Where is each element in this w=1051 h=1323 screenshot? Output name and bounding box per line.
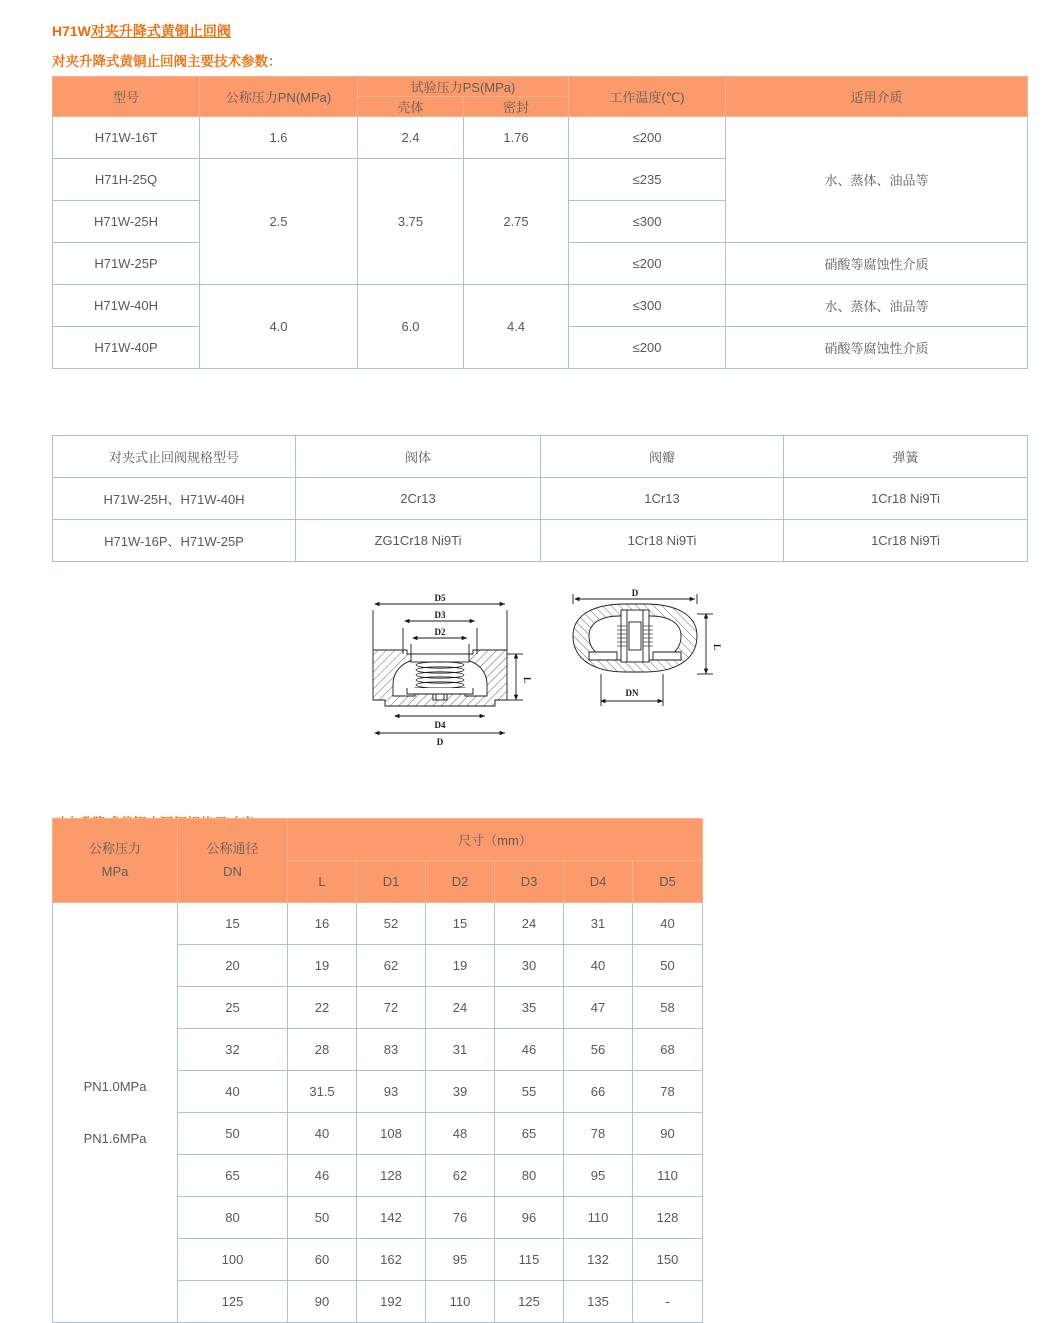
cell-dn: 50: [178, 1113, 288, 1155]
cell-D2: 31: [426, 1029, 495, 1071]
cell-D2: 19: [426, 945, 495, 987]
cell-D2: 76: [426, 1197, 495, 1239]
cell-D3: 115: [495, 1239, 564, 1281]
specs-table: [52, 76, 1028, 369]
cell-temp: ≤235: [569, 159, 726, 201]
cell-D4: 31: [564, 903, 633, 945]
col-header-L: L: [288, 861, 357, 903]
cell-D1: 142: [357, 1197, 426, 1239]
col-header-size-group: 尺寸（mm）: [288, 819, 703, 861]
cell-model: H71W-25P: [53, 243, 200, 285]
cell-nominal-pressure: [53, 903, 178, 1323]
dim-label-d3: D3: [434, 610, 446, 620]
col-header-spec-model: 对夹式止回阀规格型号: [53, 436, 296, 478]
cell-temp: ≤300: [569, 285, 726, 327]
dimensions-table: [52, 818, 703, 1323]
cell-seal: 2.75: [464, 159, 569, 285]
cell-disc: 1Cr18 Ni9Ti: [541, 520, 784, 562]
dim-label-l: L: [522, 676, 532, 684]
cell-D2: 95: [426, 1239, 495, 1281]
dim-label-d2: D2: [434, 627, 446, 637]
cell-pn: 2.5: [200, 159, 358, 285]
col-header-seal: 密封: [464, 97, 569, 117]
cell-D2: 24: [426, 987, 495, 1029]
cell-D1: 192: [357, 1281, 426, 1323]
cell-L: 22: [288, 987, 357, 1029]
pressure-value-1: PN1.0MPa: [83, 1078, 147, 1094]
cell-D3: 24: [495, 903, 564, 945]
dim-label-d-right: D: [631, 588, 639, 598]
cell-D3: 55: [495, 1071, 564, 1113]
cell-D5: 50: [633, 945, 703, 987]
col-header-nominal-pressure: [53, 819, 178, 903]
cell-spring: 1Cr18 Ni9Ti: [784, 520, 1028, 562]
cell-model: H71H-25Q: [53, 159, 200, 201]
cell-D3: 125: [495, 1281, 564, 1323]
cell-spring: 1Cr18 Ni9Ti: [784, 478, 1028, 520]
cell-spec-model: H71W-16P、H71W-25P: [53, 520, 296, 562]
cell-D2: 48: [426, 1113, 495, 1155]
cell-L: 19: [288, 945, 357, 987]
col-header-shell: 壳体: [358, 97, 464, 117]
cell-dn: 65: [178, 1155, 288, 1197]
cell-medium: 硝酸等腐蚀性介质: [726, 327, 1028, 369]
cell-dn: 25: [178, 987, 288, 1029]
col-header-bore-line2: DN: [223, 863, 242, 879]
cell-D4: 40: [564, 945, 633, 987]
cell-shell: 3.75: [358, 159, 464, 285]
cell-D2: 62: [426, 1155, 495, 1197]
cell-seal: 1.76: [464, 117, 569, 159]
cell-L: 28: [288, 1029, 357, 1071]
cell-medium: 水、蒸体、油品等: [726, 117, 1028, 243]
cell-D1: 128: [357, 1155, 426, 1197]
col-header-nominal-bore: [178, 819, 288, 903]
col-header-medium: 适用介质: [726, 77, 1028, 117]
table-row: [53, 285, 1028, 327]
cell-D3: 96: [495, 1197, 564, 1239]
cell-D5: -: [633, 1281, 703, 1323]
cell-spec-model: H71W-25H、H71W-40H: [53, 478, 296, 520]
cell-model: H71W-16T: [53, 117, 200, 159]
col-header-spring: 弹簧: [784, 436, 1028, 478]
col-header-pressure-line2: MPa: [101, 863, 129, 879]
table-row: [53, 478, 1028, 520]
cell-D1: 83: [357, 1029, 426, 1071]
cell-model: H71W-25H: [53, 201, 200, 243]
cell-D2: 110: [426, 1281, 495, 1323]
cell-D3: 46: [495, 1029, 564, 1071]
cell-L: 46: [288, 1155, 357, 1197]
cell-body: 2Cr13: [296, 478, 541, 520]
cell-D2: 15: [426, 903, 495, 945]
cell-seal: 4.4: [464, 285, 569, 369]
cell-disc: 1Cr13: [541, 478, 784, 520]
col-header-pressure-line1: 公称压力: [88, 840, 141, 856]
cell-D4: 95: [564, 1155, 633, 1197]
cell-D5: 128: [633, 1197, 703, 1239]
valve-cross-section-diagrams: [355, 588, 735, 753]
cell-D3: 80: [495, 1155, 564, 1197]
col-header-bore-line1: 公称通径: [206, 840, 259, 856]
cell-D3: 65: [495, 1113, 564, 1155]
page-title-prefix: H71W: [52, 23, 91, 39]
cell-D1: 108: [357, 1113, 426, 1155]
cell-dn: 125: [178, 1281, 288, 1323]
page-title-link[interactable]: 对夹升降式黄铜止回阀: [90, 23, 231, 39]
col-header-D2: D2: [426, 861, 495, 903]
cell-D5: 58: [633, 987, 703, 1029]
page-title: [52, 21, 231, 41]
col-header-test-pressure: 试验压力PS(MPa): [358, 77, 569, 97]
cell-dn: 100: [178, 1239, 288, 1281]
cell-dn: 20: [178, 945, 288, 987]
material-header-row: [53, 436, 1028, 478]
cell-temp: ≤200: [569, 117, 726, 159]
cell-D5: 78: [633, 1071, 703, 1113]
col-header-D3: D3: [495, 861, 564, 903]
cell-dn: 15: [178, 903, 288, 945]
cell-medium: 硝酸等腐蚀性介质: [726, 243, 1028, 285]
cell-L: 50: [288, 1197, 357, 1239]
dim-label-dn: DN: [625, 688, 639, 698]
cell-D4: 66: [564, 1071, 633, 1113]
cell-L: 16: [288, 903, 357, 945]
cell-D4: 56: [564, 1029, 633, 1071]
col-header-nominal-pressure: 公称压力PN(MPa): [200, 77, 358, 117]
cell-medium: 水、蒸体、油品等: [726, 285, 1028, 327]
material-table: [52, 435, 1028, 562]
dim-label-d: D: [436, 737, 444, 747]
cell-model: H71W-40P: [53, 327, 200, 369]
col-header-disc: 阀瓣: [541, 436, 784, 478]
dim-label-d5: D5: [434, 593, 446, 603]
cell-D3: 30: [495, 945, 564, 987]
col-header-work-temp: 工作温度(℃): [569, 77, 726, 117]
cell-D5: 110: [633, 1155, 703, 1197]
cell-pn: 1.6: [200, 117, 358, 159]
cell-shell: 6.0: [358, 285, 464, 369]
cell-D4: 110: [564, 1197, 633, 1239]
cell-D5: 68: [633, 1029, 703, 1071]
table-row: [53, 903, 703, 945]
cell-D4: 132: [564, 1239, 633, 1281]
cell-D5: 40: [633, 903, 703, 945]
cell-model: H71W-40H: [53, 285, 200, 327]
cell-temp: ≤200: [569, 243, 726, 285]
dim-label-d4: D4: [434, 720, 446, 730]
cell-D4: 135: [564, 1281, 633, 1323]
cell-D1: 162: [357, 1239, 426, 1281]
specs-header-row-1: [53, 77, 1028, 97]
col-header-model: 型号: [53, 77, 200, 117]
cell-D4: 78: [564, 1113, 633, 1155]
valve-drawings: [355, 588, 735, 753]
cell-dn: 80: [178, 1197, 288, 1239]
specs-caption: 对夹升降式黄铜止回阀主要技术参数：: [52, 54, 282, 69]
cell-D1: 62: [357, 945, 426, 987]
col-header-D1: D1: [357, 861, 426, 903]
dim-label-l-right: L: [712, 643, 722, 651]
col-header-body: 阀体: [296, 436, 541, 478]
cell-temp: ≤300: [569, 201, 726, 243]
cell-dn: 40: [178, 1071, 288, 1113]
table-row: [53, 520, 1028, 562]
cell-pn: 4.0: [200, 285, 358, 369]
cell-D5: 150: [633, 1239, 703, 1281]
cell-L: 60: [288, 1239, 357, 1281]
table-row: [53, 117, 1028, 159]
pressure-value-2: PN1.6MPa: [83, 1130, 147, 1146]
cell-D3: 35: [495, 987, 564, 1029]
cell-L: 90: [288, 1281, 357, 1323]
cell-L: 31.5: [288, 1071, 357, 1113]
cell-D1: 52: [357, 903, 426, 945]
dims-header-row-1: [53, 819, 703, 861]
cell-D4: 47: [564, 987, 633, 1029]
cell-L: 40: [288, 1113, 357, 1155]
cell-D5: 90: [633, 1113, 703, 1155]
cell-D1: 72: [357, 987, 426, 1029]
cell-dn: 32: [178, 1029, 288, 1071]
cell-D2: 39: [426, 1071, 495, 1113]
cell-D1: 93: [357, 1071, 426, 1113]
cell-temp: ≤200: [569, 327, 726, 369]
cell-body: ZG1Cr18 Ni9Ti: [296, 520, 541, 562]
col-header-D5: D5: [633, 861, 703, 903]
col-header-D4: D4: [564, 861, 633, 903]
cell-shell: 2.4: [358, 117, 464, 159]
